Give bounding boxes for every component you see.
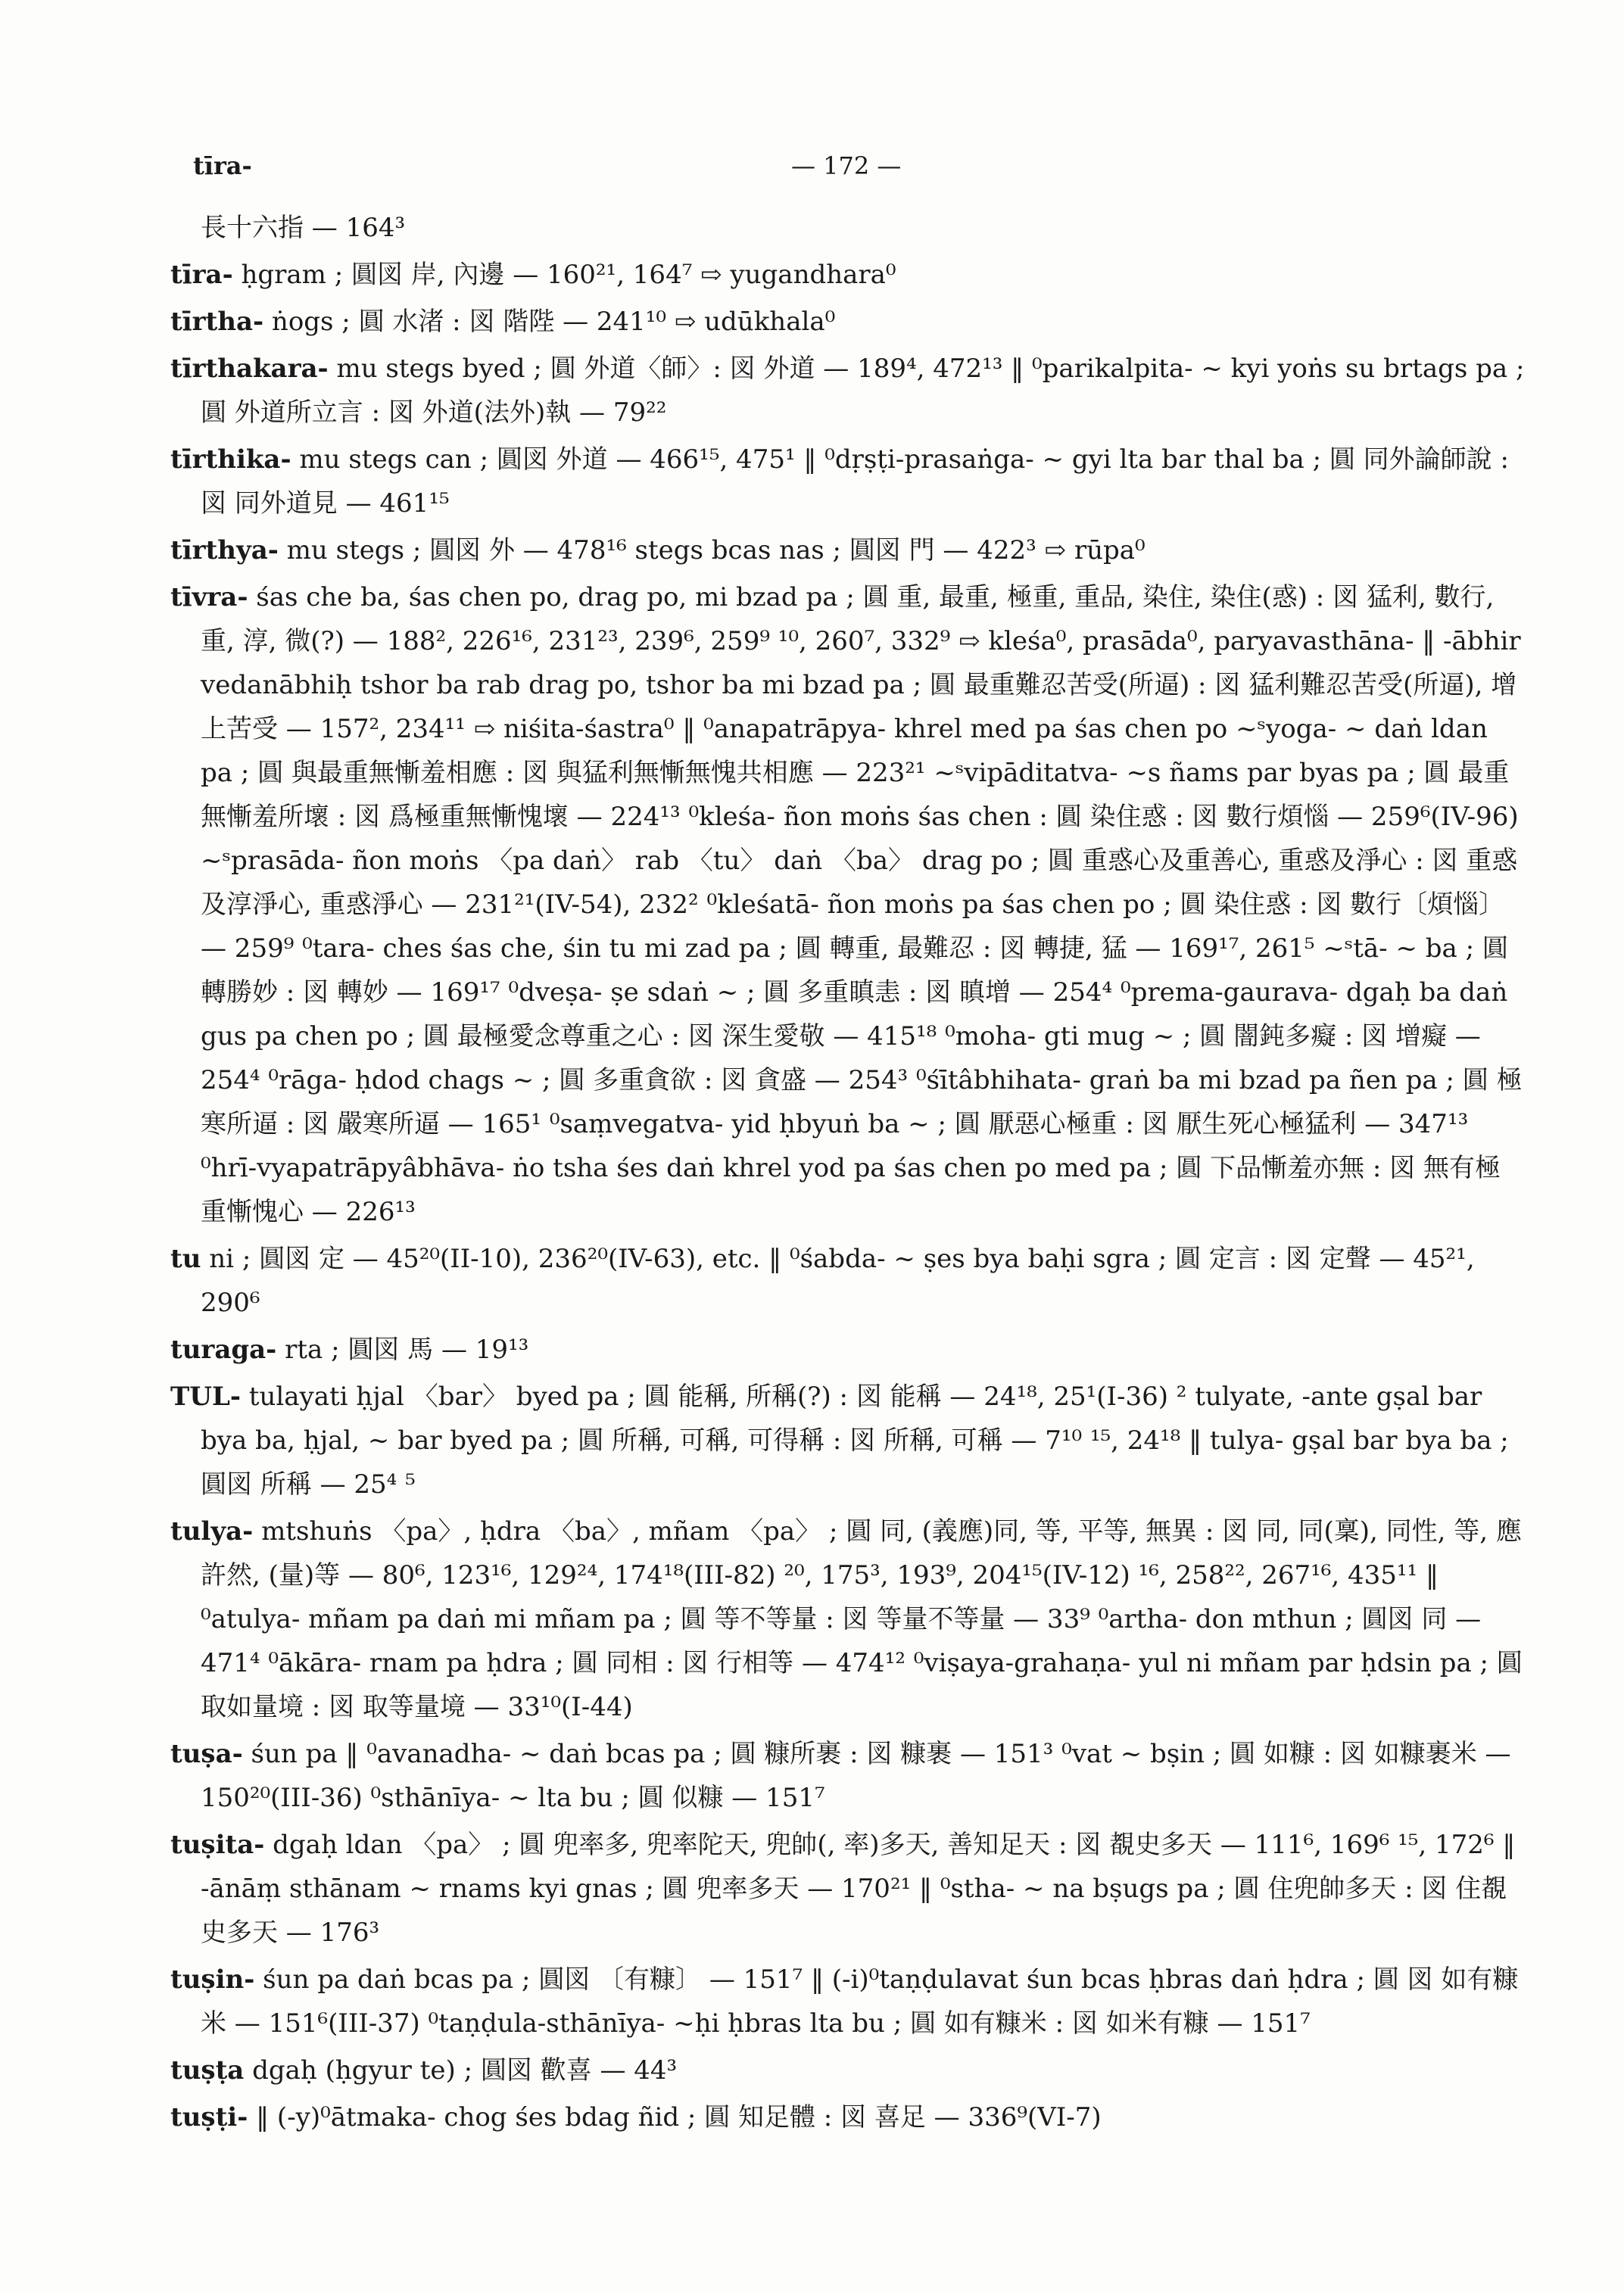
entry-headword: tīrthya- [170, 535, 279, 565]
entry-tul [170, 1375, 1526, 1506]
entry-text: ḥgram ; 圓図 岸, 內邊 — 160²¹, 164⁷ ⇨ yugandhara⁰ [241, 260, 896, 290]
entry-tivra [170, 575, 1526, 1234]
entry-tu [170, 1237, 1526, 1325]
entry-tusti [170, 2095, 1526, 2139]
entry-text: mu stegs can ; 圓図 外道 — 466¹⁵, 475¹ ‖ ⁰dṛṣṭi-prasaṅga- ~ gyi lta bar thal ba ; 圓 同外論師說 : 図 同外道見 — 461¹⁵ [201, 444, 1509, 519]
entry-tusin [170, 1958, 1526, 2045]
entry-headword: tīrtha- [170, 307, 264, 337]
entry-tusa [170, 1732, 1526, 1820]
entry-headword: tuṣṭi- [170, 2102, 248, 2133]
entry-tirthika [170, 438, 1526, 525]
entry-text: mu stegs byed ; 圓 外道〈師〉: 図 外道 — 189⁴, 472¹³ ‖ ⁰parikalpita- ~ kyi yoṅs su brtags pa ; 圓 外道所立言 : 図 外道(法外)執 — 79²² [201, 354, 1525, 428]
dictionary-body [170, 206, 1526, 2142]
entry-headword: turaga- [170, 1335, 277, 1365]
entry-tulya [170, 1509, 1526, 1729]
entry-tira [170, 253, 1526, 297]
entry-text: mu stegs ; 圓図 外 — 478¹⁶ stegs bcas nas ; 圓図 門 — 422³ ⇨ rūpa⁰ [286, 535, 1146, 565]
running-headword: tīra- [193, 151, 252, 180]
entry-text: śun pa daṅ bcas pa ; 圓図 〔有糠〕 — 151⁷ ‖ (-i)⁰taṇḍulavat śun bcas ḥbras daṅ ḥdra ; 圓 図 如有糠米 — 151⁶(III-37) ⁰taṇḍula-sthānīya- ~ḥi ḥbras lta bu ; 圓 如有糠米 : 図 如米有糠 — 151⁷ [201, 1964, 1519, 2039]
entry-turaga [170, 1328, 1526, 1372]
entry-text: ‖ (-y)⁰ātmaka- chog śes bdag ñid ; 圓 知足體 : 図 喜足 — 336⁹(VI-7) [256, 2102, 1102, 2133]
entry-text: ni ; 圓図 定 — 45²⁰(II-10), 236²⁰(IV-63), etc. ‖ ⁰śabda- ~ ṣes bya baḥi sgra ; 圓 定言 : 図 定聲 — 45²¹, 290⁶ [201, 1244, 1475, 1318]
entry-tirtha [170, 300, 1526, 344]
page-number: — 172 — [791, 151, 902, 180]
entry-headword: tuṣin- [170, 1964, 255, 1995]
entry-headword: tīvra- [170, 582, 248, 612]
entry-text: ṅogs ; 圓 水渚 : 図 階陛 — 241¹⁰ ⇨ udūkhala⁰ [271, 307, 836, 337]
running-head [193, 151, 1518, 180]
entry-tirthya [170, 528, 1526, 572]
entry-headword: tuṣṭa [170, 2055, 245, 2086]
entry-text: dgaḥ ldan 〈pa〉 ; 圓 兜率多, 兜率陀天, 兜帥(, 率)多天, 善知足天 : 図 覩史多天 — 111⁶, 169⁶ ¹⁵, 172⁶ ‖ -ānāṃ sthānam ~ rnams kyi gnas ; 圓 兜率多天 — 170²¹ ‖ ⁰stha- ~ na bṣugs pa ; 圓 住兜帥多天 : 図 住覩史多天 — 176³ [201, 1830, 1516, 1948]
entry-headword: tuṣita- [170, 1830, 265, 1860]
entry-headword: tīra- [170, 260, 233, 290]
entry-continuation [170, 206, 1526, 250]
entry-headword: tīrthakara- [170, 354, 329, 384]
entry-headword: tu [170, 1244, 201, 1274]
entry-text: śun pa ‖ ⁰avanadha- ~ daṅ bcas pa ; 圓 糠所裹 : 図 糠裹 — 151³ ⁰vat ~ bṣin ; 圓 如糠 : 図 如糠裹米 — 150²⁰(III-36) ⁰sthānīya- ~ lta bu ; 圓 似糠 — 151⁷ [201, 1739, 1511, 1813]
entry-text: śas che ba, śas chen po, drag po, mi bzad pa ; 圓 重, 最重, 極重, 重品, 染住, 染住(惑) : 図 猛利, 數行, 重, 淳, 微(?) — 188², 226¹⁶, 231²³, 239⁶, 259⁹ ¹⁰, 260⁷, 332⁹ ⇨ kleśa⁰, prasāda⁰, paryavasthāna- ‖ -ābhir vedanābhiḥ tshor ba rab drag po, tshor ba mi bzad pa ; 圓 最重難忍苦受(所逼) : 図 猛利難忍苦受(所逼), 增上苦受 — 157², 234¹¹ ⇨ niśita-śastra⁰ ‖ ⁰anapatrāpya- khrel med pa śas chen po ~ˢyoga- ~ daṅ ldan pa ; 圓 與最重無慚羞相應 : 図 與猛利無慚無愧共相應 — 223²¹ ~ˢvipāditatva- ~s ñams par byas pa ; 圓 最重無慚羞所壞 : 図 爲極重無慚愧壞 — 224¹³ ⁰kleśa- ñon moṅs śas chen : 圓 染住惑 : 図 數行煩惱 — 259⁶(IV-96) ~ˢprasāda- ñon moṅs 〈pa daṅ〉 rab 〈tu〉 daṅ 〈ba〉 drag po ; 圓 重惑心及重善心, 重惑及淨心 : 図 重惑及淳淨心, 重惑淨心 — 231²¹(IV-54), 232² ⁰kleśatā- ñon moṅs pa śas chen po ; 圓 染住惑 : 図 數行〔煩惱〕 — 259⁹ ⁰tara- ches śas che, śin tu mi zad pa ; 圓 轉重, 最難忍 : 図 轉捷, 猛 — 169¹⁷, 261⁵ ~ˢtā- ~ ba ; 圓 轉勝妙 : 図 轉妙 — 169¹⁷ ⁰dveṣa- ṣe sdaṅ ~ ; 圓 多重瞋恚 : 図 瞋增 — 254⁴ ⁰prema-gaurava- dgaḥ ba daṅ gus pa chen po ; 圓 最極愛念尊重之心 : 図 深生愛敬 — 415¹⁸ ⁰moha- gti mug ~ ; 圓 闇鈍多癡 : 図 增癡 — 254⁴ ⁰rāga- ḥdod chags ~ ; 圓 多重貪欲 : 図 貪盛 — 254³ ⁰śītâbhihata- graṅ ba mi bzad pa ñen pa ; 圓 極寒所逼 : 図 嚴寒所逼 — 165¹ ⁰saṃvegatva- yid ḥbyuṅ ba ~ ; 圓 厭惡心極重 : 図 厭生死心極猛利 — 347¹³ ⁰hrī-vyapatrāpyâbhāva- ṅo tsha śes daṅ khrel yod pa śas chen po med pa ; 圓 下品慚羞亦無 : 図 無有極重慚愧心 — 226¹³ [201, 582, 1523, 1227]
entry-text: dgaḥ (ḥgyur te) ; 圓図 歡喜 — 44³ [252, 2055, 678, 2086]
entry-headword: TUL- [170, 1382, 241, 1412]
entry-text: mtshuṅs 〈pa〉, ḥdra 〈ba〉, mñam 〈pa〉 ; 圓 同, (義應)同, 等, 平等, 無異 : 図 同, 同(稟), 同性, 等, 應許然, (量)等 — 80⁶, 123¹⁶, 129²⁴, 174¹⁸(III-82) ²⁰, 175³, 193⁹, 204¹⁵(IV-12) ¹⁶, 258²², 267¹⁶, 435¹¹ ‖ ⁰atulya- mñam pa daṅ mi mñam pa ; 圓 等不等量 : 図 等量不等量 — 33⁹ ⁰artha- don mthun ; 圓図 同 — 471⁴ ⁰ākāra- rnam pa ḥdra ; 圓 同相 : 図 行相等 — 474¹² ⁰viṣaya-grahaṇa- yul ni mñam par ḥdsin pa ; 圓 取如量境 : 図 取等量境 — 33¹⁰(I-44) [201, 1516, 1523, 1722]
entry-headword: tīrthika- [170, 444, 291, 475]
entry-tirthakara [170, 347, 1526, 435]
entry-headword: tuṣa- [170, 1739, 243, 1769]
entry-tusita [170, 1823, 1526, 1955]
entry-tusta [170, 2048, 1526, 2092]
entry-text: rta ; 圓図 馬 — 19¹³ [285, 1335, 529, 1365]
entry-headword: tulya- [170, 1516, 254, 1547]
entry-text: 長十六指 — 164³ [201, 213, 406, 243]
entry-text: tulayati ḥjal 〈bar〉 byed pa ; 圓 能稱, 所稱(?) : 図 能稱 — 24¹⁸, 25¹(I-36) ² tulyate, -ante gṣal bar bya ba, ḥjal, ~ bar byed pa ; 圓 所稱, 可稱, 可得稱 : 図 所稱, 可稱 — 7¹⁰ ¹⁵, 24¹⁸ ‖ tulya- gṣal bar bya ba ; 圓図 所稱 — 25⁴ ⁵ [201, 1382, 1509, 1500]
